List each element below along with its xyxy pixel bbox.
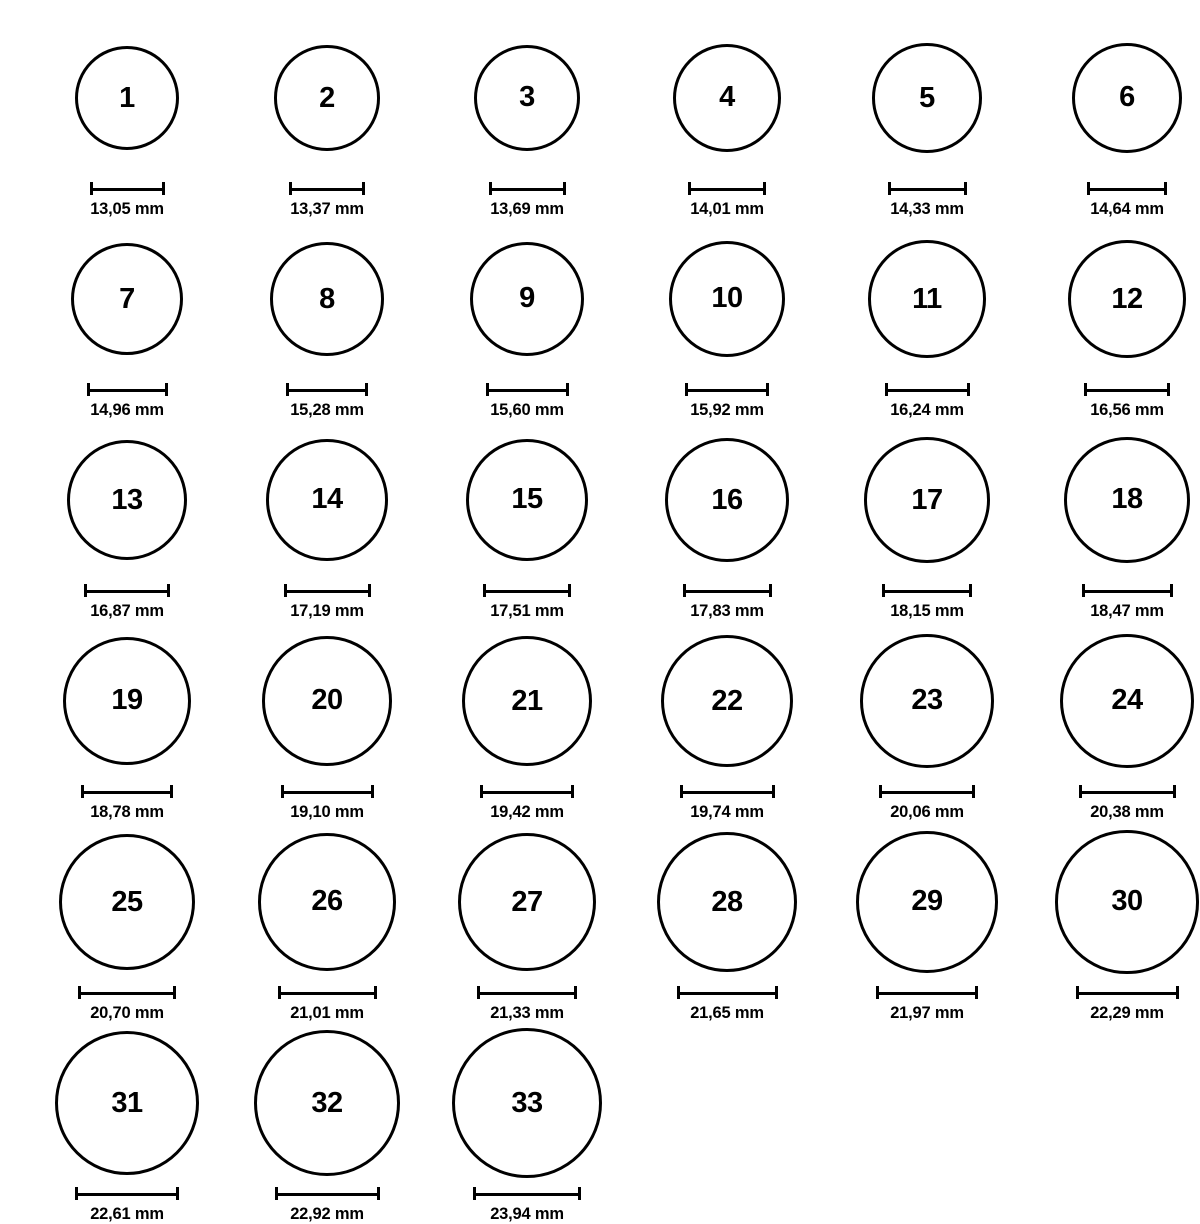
caliper-icon xyxy=(879,785,975,798)
ring-measure xyxy=(84,584,170,621)
ring-diameter-label: 13,37 mm xyxy=(290,200,364,218)
ring-diameter-label: 14,64 mm xyxy=(1090,200,1164,218)
ring-measure xyxy=(489,182,566,219)
ring-circle xyxy=(868,240,985,357)
ring-size-cell xyxy=(832,219,1022,420)
ring-measure xyxy=(486,383,569,420)
ring-size-number: 2 xyxy=(319,81,335,114)
ring-circle-area xyxy=(657,822,797,982)
ring-measure xyxy=(888,182,967,219)
ring-size-cell xyxy=(432,219,622,420)
ring-circle xyxy=(63,637,191,765)
caliper-icon xyxy=(480,785,574,798)
ring-circle xyxy=(1068,240,1187,359)
ring-size-number: 32 xyxy=(311,1086,343,1119)
ring-circle-area xyxy=(59,822,195,982)
ring-measure xyxy=(680,785,775,822)
ring-measure xyxy=(688,182,766,219)
ring-size-number: 16 xyxy=(711,483,743,516)
ring-measure xyxy=(1084,383,1170,420)
caliper-icon xyxy=(1076,986,1179,999)
ring-circle-area xyxy=(71,219,183,379)
ring-circle-area xyxy=(673,18,781,178)
caliper-icon xyxy=(685,383,769,396)
ring-size-number: 1 xyxy=(119,81,135,114)
ring-diameter-label: 16,56 mm xyxy=(1090,401,1164,419)
ring-diameter-label: 15,28 mm xyxy=(290,401,364,419)
caliper-icon xyxy=(477,986,577,999)
caliper-icon xyxy=(278,986,377,999)
ring-diameter-label: 13,69 mm xyxy=(490,200,564,218)
caliper-icon xyxy=(87,383,168,396)
ring-size-cell xyxy=(32,18,222,219)
ring-measure xyxy=(286,383,368,420)
ring-circle xyxy=(75,46,179,150)
ring-diameter-label: 15,60 mm xyxy=(490,401,564,419)
ring-diameter-label: 22,61 mm xyxy=(90,1205,164,1223)
ring-circle-area xyxy=(254,1023,400,1183)
ring-circle xyxy=(474,45,581,152)
ring-size-cell xyxy=(232,420,422,621)
ring-circle-area xyxy=(75,18,179,178)
ring-measure xyxy=(879,785,975,822)
ring-diameter-label: 18,47 mm xyxy=(1090,602,1164,620)
ring-circle-area xyxy=(661,621,793,781)
caliper-icon xyxy=(281,785,374,798)
ring-size-cell xyxy=(832,621,1022,822)
caliper-icon xyxy=(473,1187,581,1200)
ring-size-number: 27 xyxy=(511,885,543,918)
ring-diameter-label: 17,51 mm xyxy=(490,602,564,620)
ring-circle xyxy=(59,834,195,970)
ring-circle-area xyxy=(462,621,593,781)
ring-circle xyxy=(71,243,183,355)
ring-size-cell xyxy=(432,420,622,621)
ring-measure xyxy=(1082,584,1173,621)
caliper-icon xyxy=(888,182,967,195)
ring-size-cell xyxy=(232,621,422,822)
caliper-icon xyxy=(275,1187,380,1200)
ring-size-cell xyxy=(632,420,822,621)
ring-circle-area xyxy=(262,621,392,781)
ring-size-grid xyxy=(0,18,1200,1224)
ring-measure xyxy=(685,383,769,420)
ring-size-number: 4 xyxy=(719,81,735,114)
ring-circle xyxy=(258,833,396,971)
ring-measure xyxy=(1076,986,1179,1023)
ring-diameter-label: 20,70 mm xyxy=(90,1004,164,1022)
ring-measure xyxy=(882,584,972,621)
ring-circle-area xyxy=(665,420,789,580)
caliper-icon xyxy=(1082,584,1173,597)
ring-size-cell xyxy=(232,18,422,219)
ring-diameter-label: 18,15 mm xyxy=(890,602,964,620)
caliper-icon xyxy=(677,986,778,999)
ring-size-number: 18 xyxy=(1111,483,1143,516)
ring-circle xyxy=(1060,634,1195,769)
ring-diameter-label: 21,97 mm xyxy=(890,1004,964,1022)
ring-size-number: 13 xyxy=(111,483,143,516)
caliper-icon xyxy=(284,584,371,597)
ring-circle xyxy=(262,636,392,766)
caliper-icon xyxy=(680,785,775,798)
ring-diameter-label: 21,01 mm xyxy=(290,1004,364,1022)
ring-circle xyxy=(466,439,589,562)
ring-circle xyxy=(864,437,990,563)
ring-size-cell xyxy=(232,219,422,420)
ring-diameter-label: 22,92 mm xyxy=(290,1205,364,1223)
ring-size-number: 19 xyxy=(111,684,143,717)
caliper-icon xyxy=(289,182,365,195)
ring-circle xyxy=(55,1031,199,1175)
ring-circle xyxy=(458,833,597,972)
ring-circle-area xyxy=(856,822,998,982)
ring-measure xyxy=(284,584,371,621)
ring-size-number: 10 xyxy=(711,282,743,315)
ring-measure xyxy=(677,986,778,1023)
ring-measure xyxy=(1087,182,1167,219)
ring-size-cell xyxy=(432,621,622,822)
ring-circle-area xyxy=(452,1023,602,1183)
ring-circle xyxy=(661,635,793,767)
ring-size-number: 9 xyxy=(519,282,535,315)
ring-circle xyxy=(270,242,383,355)
ring-size-cell xyxy=(232,1023,422,1224)
caliper-icon xyxy=(1079,785,1176,798)
ring-size-cell xyxy=(1032,219,1200,420)
ring-measure xyxy=(885,383,970,420)
ring-size-cell xyxy=(1032,621,1200,822)
ring-size-cell xyxy=(1032,420,1200,621)
ring-diameter-label: 19,10 mm xyxy=(290,803,364,821)
ring-circle-area xyxy=(860,621,994,781)
caliper-icon xyxy=(84,584,170,597)
ring-size-number: 8 xyxy=(319,282,335,315)
ring-measure xyxy=(483,584,571,621)
ring-size-cell xyxy=(1032,822,1200,1023)
caliper-icon xyxy=(688,182,766,195)
ring-circle xyxy=(856,831,998,973)
caliper-icon xyxy=(876,986,978,999)
ring-circle-area xyxy=(258,822,396,982)
ring-measure xyxy=(275,1187,380,1224)
ring-measure xyxy=(278,986,377,1023)
ring-circle xyxy=(452,1028,602,1178)
ring-size-number: 22 xyxy=(711,684,743,717)
ring-circle-area xyxy=(458,822,597,982)
ring-size-number: 23 xyxy=(911,684,943,717)
ring-circle xyxy=(67,440,187,560)
ring-diameter-label: 20,06 mm xyxy=(890,803,964,821)
ring-diameter-label: 18,78 mm xyxy=(90,803,164,821)
ring-circle-area xyxy=(1060,621,1195,781)
caliper-icon xyxy=(286,383,368,396)
ring-circle xyxy=(1064,437,1191,564)
ring-measure xyxy=(477,986,577,1023)
ring-size-cell xyxy=(632,621,822,822)
ring-circle-area xyxy=(1055,822,1198,982)
ring-circle xyxy=(860,634,994,768)
ring-circle-area xyxy=(274,18,379,178)
caliper-icon xyxy=(75,1187,179,1200)
ring-size-cell xyxy=(32,420,222,621)
ring-size-cell xyxy=(832,420,1022,621)
caliper-icon xyxy=(78,986,176,999)
caliper-icon xyxy=(683,584,772,597)
ring-size-cell xyxy=(1032,18,1200,219)
ring-diameter-label: 17,19 mm xyxy=(290,602,364,620)
ring-diameter-label: 21,65 mm xyxy=(690,1004,764,1022)
ring-size-number: 17 xyxy=(911,483,943,516)
ring-size-cell xyxy=(832,18,1022,219)
ring-circle-area xyxy=(864,420,990,580)
ring-circle xyxy=(872,43,981,152)
ring-circle-area xyxy=(55,1023,199,1183)
ring-circle-area xyxy=(470,219,585,379)
ring-size-cell xyxy=(432,18,622,219)
ring-circle xyxy=(254,1030,400,1176)
ring-diameter-label: 23,94 mm xyxy=(490,1205,564,1223)
ring-diameter-label: 15,92 mm xyxy=(690,401,764,419)
ring-size-number: 14 xyxy=(311,483,343,516)
ring-circle-area xyxy=(1068,219,1187,379)
caliper-icon xyxy=(489,182,566,195)
ring-circle xyxy=(1055,830,1198,973)
ring-circle-area xyxy=(872,18,981,178)
ring-diameter-label: 19,42 mm xyxy=(490,803,564,821)
ring-size-number: 29 xyxy=(911,885,943,918)
ring-circle xyxy=(665,438,789,562)
ring-size-number: 7 xyxy=(119,282,135,315)
ring-size-cell xyxy=(832,822,1022,1023)
ring-size-number: 33 xyxy=(511,1086,543,1119)
ring-size-number: 15 xyxy=(511,483,543,516)
ring-measure xyxy=(876,986,978,1023)
caliper-icon xyxy=(885,383,970,396)
ring-size-number: 12 xyxy=(1111,282,1143,315)
ring-circle xyxy=(470,242,585,357)
ring-circle-area xyxy=(1064,420,1191,580)
ring-size-cell xyxy=(32,219,222,420)
ring-size-number: 11 xyxy=(912,282,942,315)
ring-size-number: 26 xyxy=(311,885,343,918)
caliper-icon xyxy=(90,182,165,195)
ring-diameter-label: 14,01 mm xyxy=(690,200,764,218)
caliper-icon xyxy=(1084,383,1170,396)
caliper-icon xyxy=(486,383,569,396)
ring-measure xyxy=(90,182,165,219)
ring-size-number: 31 xyxy=(111,1086,143,1119)
ring-circle-area xyxy=(67,420,187,580)
ring-measure xyxy=(75,1187,179,1224)
ring-diameter-label: 14,33 mm xyxy=(890,200,964,218)
ring-size-cell xyxy=(432,1023,622,1224)
ring-diameter-label: 19,74 mm xyxy=(690,803,764,821)
ring-circle-area xyxy=(266,420,387,580)
ring-measure xyxy=(480,785,574,822)
ring-diameter-label: 17,83 mm xyxy=(690,602,764,620)
ring-circle xyxy=(657,832,797,972)
ring-circle-area xyxy=(270,219,383,379)
caliper-icon xyxy=(81,785,173,798)
ring-diameter-label: 16,87 mm xyxy=(90,602,164,620)
ring-circle xyxy=(673,44,781,152)
ring-size-cell xyxy=(432,822,622,1023)
ring-circle-area xyxy=(1072,18,1183,178)
ring-circle xyxy=(462,636,593,767)
ring-size-cell xyxy=(32,822,222,1023)
ring-size-number: 24 xyxy=(1111,684,1143,717)
ring-size-cell xyxy=(632,822,822,1023)
ring-diameter-label: 16,24 mm xyxy=(890,401,964,419)
ring-measure xyxy=(281,785,374,822)
ring-measure xyxy=(1079,785,1176,822)
ring-circle xyxy=(274,45,379,150)
ring-diameter-label: 21,33 mm xyxy=(490,1004,564,1022)
ring-size-number: 28 xyxy=(711,885,743,918)
ring-diameter-label: 22,29 mm xyxy=(1090,1004,1164,1022)
ring-circle xyxy=(266,439,387,560)
ring-size-number: 20 xyxy=(311,684,343,717)
ring-circle-area xyxy=(63,621,191,781)
caliper-icon xyxy=(882,584,972,597)
ring-measure xyxy=(87,383,168,420)
ring-circle-area xyxy=(474,18,581,178)
ring-size-cell xyxy=(32,621,222,822)
ring-measure xyxy=(289,182,365,219)
ring-circle-area xyxy=(466,420,589,580)
ring-size-cell xyxy=(232,822,422,1023)
ring-measure xyxy=(78,986,176,1023)
ring-measure xyxy=(473,1187,581,1224)
ring-size-cell xyxy=(32,1023,222,1224)
ring-circle xyxy=(669,241,785,357)
ring-size-cell xyxy=(632,18,822,219)
ring-diameter-label: 13,05 mm xyxy=(90,200,164,218)
ring-size-number: 25 xyxy=(111,885,143,918)
ring-size-number: 3 xyxy=(519,81,535,114)
ring-circle-area xyxy=(868,219,985,379)
ring-size-number: 6 xyxy=(1119,81,1135,114)
ring-measure xyxy=(683,584,772,621)
ring-circle xyxy=(1072,43,1183,154)
ring-diameter-label: 20,38 mm xyxy=(1090,803,1164,821)
ring-measure xyxy=(81,785,173,822)
caliper-icon xyxy=(1087,182,1167,195)
caliper-icon xyxy=(483,584,571,597)
ring-size-number: 30 xyxy=(1111,885,1143,918)
ring-diameter-label: 14,96 mm xyxy=(90,401,164,419)
ring-size-number: 21 xyxy=(511,684,543,717)
ring-size-number: 5 xyxy=(919,81,935,114)
ring-circle-area xyxy=(669,219,785,379)
ring-size-cell xyxy=(632,219,822,420)
